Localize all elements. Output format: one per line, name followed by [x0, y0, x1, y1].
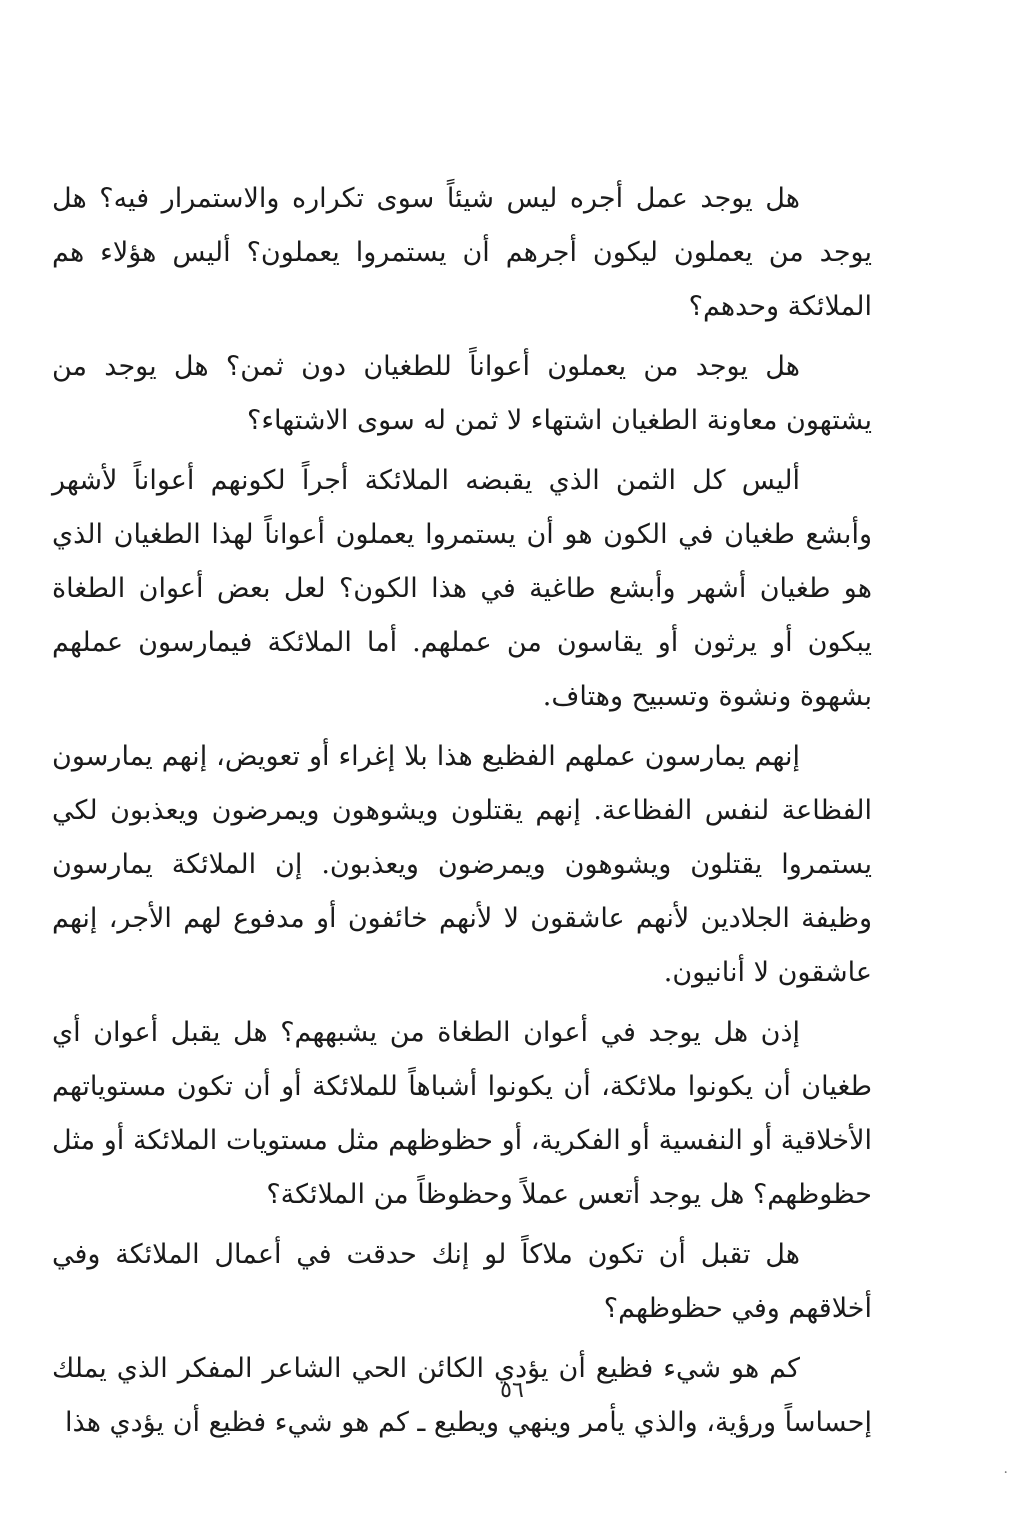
body-text: [52, 172, 872, 1456]
paragraph-5: إذن هل يوجد في أعوان الطغاة من يشبههم؟ هل يقبل أعوان أي طغيان أن يكونوا ملائكة، أن يكونوا أشباهاً للملائكة أو أن تكون مستوياتهم الأخلاقية أو النفسية أو الفكرية، أو حظوظهم مثل مستويات الملائكة أو مثل حظوظهم؟ هل يوجد أتعس عملاً وحظوظاً من الملائكة؟: [52, 1017, 872, 1210]
paragraph-2: هل يوجد من يعملون أعواناً للطغيان دون ثمن؟ هل يوجد من يشتهون معاونة الطغيان اشتهاء لا ثمن له سوى الاشتهاء؟: [52, 351, 872, 436]
paragraph-7: كم هو شيء فظيع أن يؤدي الكائن الحي الشاعر المفكر الذي يملك إحساساً ورؤية، والذي يأمر وينهي ويطيع ـ كم هو شيء فظيع أن يؤدي هذا: [52, 1353, 872, 1438]
paragraph-4: إنهم يمارسون عملهم الفظيع هذا بلا إغراء أو تعويض، إنهم يمارسون الفظاعة لنفس الفظاعة. إنهم يقتلون ويشوهون ويمرضون ويعذبون لكي يستمروا يقتلون ويشوهون ويمرضون ويعذبون. إن الملائكة يمارسون وظيفة الجلادين لأنهم عاشقون لا لأنهم خائفون أو مدفوع لهم الأجر، إنهم عاشقون لا أنانيون.: [52, 741, 872, 988]
paragraph-3: أليس كل الثمن الذي يقبضه الملائكة أجراً لكونهم أعواناً لأشهر وأبشع طغيان في الكون هو أن يستمروا يعملون أعواناً لهذا الطغيان الذي هو طغيان أشهر وأبشع طاغية في هذا الكون؟ لعل بعض أعوان الطغاة يبكون أو يرثون أو يقاسون من عملهم. أما الملائكة فيمارسون عملهم بشهوة ونشوة وتسبيح وهتاف.: [52, 465, 872, 712]
corner-mark: ·: [1003, 1465, 1008, 1481]
paragraph-6: هل تقبل أن تكون ملاكاً لو إنك حدقت في أعمال الملائكة وفي أخلاقهم وفي حظوظهم؟: [52, 1239, 872, 1324]
paragraph-1: هل يوجد عمل أجره ليس شيئاً سوى تكراره والاستمرار فيه؟ هل يوجد من يعملون ليكون أجرهم أن يستمروا يعملون؟ أليس هؤلاء هم الملائكة وحدهم؟: [52, 183, 872, 322]
page-number: ٥٦: [500, 1378, 524, 1403]
